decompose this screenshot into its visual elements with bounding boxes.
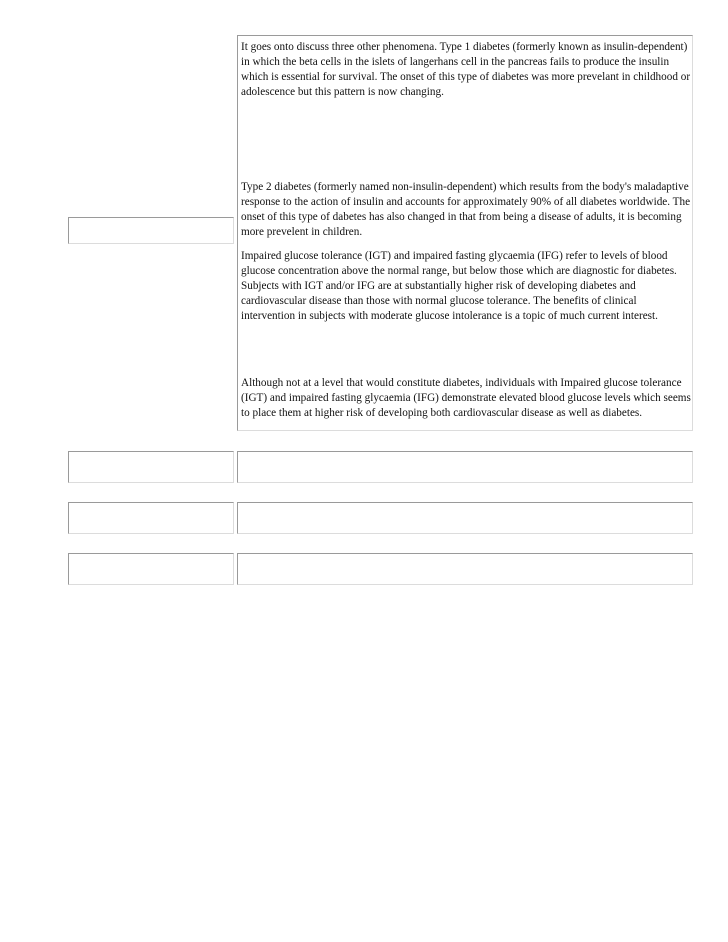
empty-content-cell	[237, 451, 693, 483]
empty-label-cell	[68, 451, 234, 483]
empty-content-cell	[237, 553, 693, 585]
content-cell	[237, 35, 693, 431]
empty-label-cell	[68, 553, 234, 585]
empty-label-cell	[68, 502, 234, 534]
paragraph-igt-ifg-definition: Impaired glucose tolerance (IGT) and impaired fasting glycaemia (IFG) refer to levels of blood glucose concentration above the normal range, but below those which are diagnostic for diabetes. Subjects with IGT and/or IFG are at substantially higher risk of developing diabetes and cardiovascular disease than those with normal glucose tolerance. The benefits of clinical intervention in subjects with moderate glucose intolerance is a topic of much current interest.	[241, 250, 677, 322]
empty-content-cell	[237, 502, 693, 534]
empty-side-cell	[68, 217, 234, 244]
paragraph-type-2-diabetes: Type 2 diabetes (formerly named non-insulin-dependent) which results from the body's maladaptive response to the action of insulin and accounts for approximately 90% of all diabetes worldwide. The onset of this type of dabetes has also changed in that from being a disease of adults, it is becoming more prevelent in children.	[241, 181, 691, 238]
paragraph-type-1-diabetes: It goes onto discuss three other phenomena. Type 1 diabetes (formerly known as insulin-dependent) in which the beta cells in the islets of langerhans cell in the pancreas fails to produce the insulin which is essential for survival. The onset of this type of diabetes was more prevelant in childhood or adolescence but this pattern is now changing.	[241, 41, 691, 98]
paragraph-igt-ifg-risk: Although not at a level that would constitute diabetes, individuals with Impaired glucose tolerance (IGT) and impaired fasting glycaemia (IFG) demonstrate elevated blood glucose levels which seems to place them at higher risk of developing both cardiovascular disease as well as diabetes.	[241, 377, 691, 419]
